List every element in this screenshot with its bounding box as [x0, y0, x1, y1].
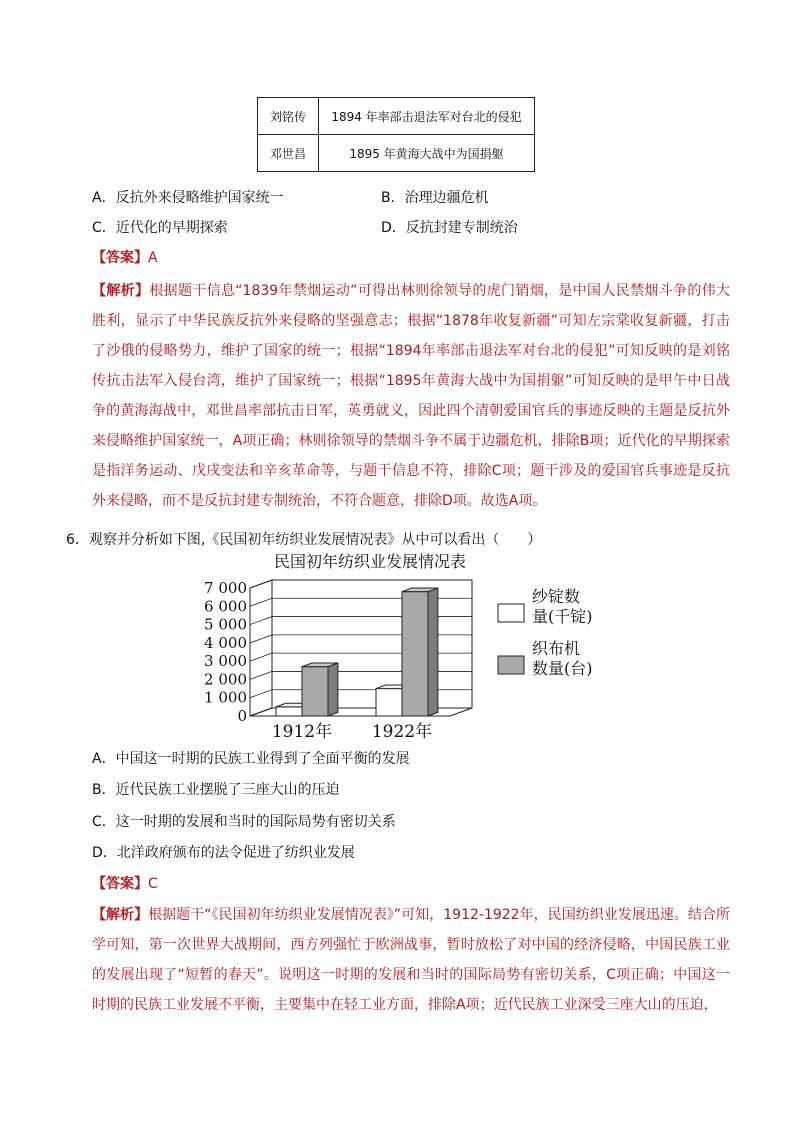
- chart-bar-front: [276, 707, 302, 716]
- chart-legend-swatch: [498, 604, 524, 622]
- q6-option-a: A．中国这一时期的民族工业得到了全面平衡的发展: [92, 751, 410, 767]
- answer-label: 【答案】: [92, 250, 148, 266]
- chart-y-tick-label: 2 000: [204, 670, 247, 689]
- chart-y-tick-label: 6 000: [204, 597, 247, 616]
- table-cell-event: 1895 年黄海大战中为国捐躯: [319, 135, 535, 172]
- chart-x-tick-label: 1922年: [371, 722, 433, 742]
- chart-bar: [402, 588, 438, 716]
- analysis-label: 【解析】: [92, 283, 150, 299]
- chart-y-tick-label: 3 000: [204, 652, 247, 671]
- chart-bar: [302, 663, 338, 716]
- chart-x-tick-label: 1912年: [271, 722, 333, 742]
- chart-legend-label: 数量(台): [532, 659, 593, 678]
- chart-bar-front: [402, 592, 428, 716]
- analysis-text: 根据题干“《民国初年纺织业发展情况表》”可知，1912-1922年，民国纺织业发展迅速。结合所学可知，第一次世界大战期间，西方列强忙于欧洲战事，暂时放松了对中国的经济侵略，中国民族工业的发展出现了“短暂的春天”。说明这一时期的发展和当时的国际局势有密切关系，C项正确；中国这一时期的民族工业发展不平衡，主要集中在轻工业方面，排除A项；近代民族工业深受三座大山的压迫，: [92, 907, 730, 1013]
- chart-gridline: [250, 580, 472, 588]
- chart-title: 民国初年纺织业发展情况表: [273, 552, 467, 571]
- chart-gridline: [250, 671, 472, 679]
- q5-option-c: C．近代化的早期探索: [92, 220, 228, 236]
- q6-analysis: [92, 900, 730, 1020]
- chart-frame: [250, 580, 472, 716]
- chart-bar-side: [328, 663, 338, 716]
- q5-answer: [92, 247, 158, 267]
- chart-legend: [498, 587, 593, 678]
- chart-y-tick-label: 0: [237, 707, 247, 725]
- chart-gridlines: [250, 580, 472, 698]
- q5-option-d: D．反抗封建专制统治: [381, 220, 518, 236]
- q5-analysis: [92, 276, 730, 516]
- table-cell-name: 刘铭传: [258, 98, 319, 135]
- table-row: [258, 98, 535, 135]
- table-cell-name: 邓世昌: [258, 135, 319, 172]
- q6-stem: 6．观察并分析如下图,《民国初年纺织业发展情况表》从中可以看出（ ）: [66, 532, 542, 548]
- chart-side-wall: [250, 580, 272, 716]
- chart-gridline: [250, 617, 472, 625]
- table-cell-event: 1894 年率部击退法军对台北的侵犯: [319, 98, 535, 135]
- chart-gridline: [250, 635, 472, 643]
- chart-x-labels: [272, 721, 432, 742]
- q5-option-b: B．治理边疆危机: [381, 190, 489, 206]
- q5-option-a: A．反抗外来侵略维护国家统一: [92, 190, 284, 206]
- table-row: [258, 135, 535, 172]
- answer-value: C: [148, 876, 158, 892]
- figures-table: [257, 97, 535, 172]
- chart-y-tick-label: 5 000: [204, 615, 247, 634]
- q6-option-d: D．北洋政府颁布的法令促进了纺织业发展: [92, 845, 355, 861]
- answer-value: A: [148, 250, 158, 266]
- chart-bars: [276, 588, 438, 716]
- analysis-text: 根据题干信息“1839年禁烟运动”可得出林则徐领导的虎门销烟，是中国人民禁烟斗争的伟大胜利，显示了中华民族反抗外来侵略的坚强意志；根据“1878年收复新疆”可知左宗棠收复新疆，打击了沙俄的侵略势力，维护了国家的统一；根据“1894年率部击退法军对台北的侵犯”可知反映的是刘铭传抗击法军入侵台湾，维护了国家统一；根据“1895年黄海大战中为国捐躯”可知反映的是甲午中日战争的黄海海战中，邓世昌率部抗击日军，英勇就义，因此四个清朝爱国官兵的事迹反映的主题是反抗外来侵略维护国家统一，A项正确；林则徐领导的禁烟斗争不属于边疆危机，排除B项；近代化的早期探索是指洋务运动、戊戌变法和辛亥革命等，与题干信息不符，排除C项；题干涉及的爱国官兵事迹是反抗外来侵略，而不是反抗封建专制统治，不符合题意，排除D项。故选A项。: [92, 283, 731, 509]
- analysis-label: 【解析】: [92, 907, 149, 923]
- chart-bar-front: [302, 667, 328, 716]
- chart-legend-swatch: [498, 656, 524, 674]
- chart-gridline: [250, 598, 472, 606]
- chart-legend-label: 纱锭数: [532, 587, 581, 606]
- chart-legend-label: 织布机: [532, 639, 581, 658]
- q6-option-c: C．这一时期的发展和当时的国际局势有密切关系: [92, 814, 396, 830]
- chart-bar-front: [376, 689, 402, 716]
- q6-option-b: B．近代民族工业摆脱了三座大山的压迫: [92, 782, 340, 798]
- answer-label: 【答案】: [92, 876, 148, 892]
- chart-gridline: [250, 690, 472, 698]
- chart-legend-label: 量(千锭): [532, 607, 593, 626]
- chart-y-tick-label: 1 000: [204, 688, 247, 707]
- chart-y-tick-label: 7 000: [204, 579, 247, 597]
- chart-y-tick-label: 4 000: [204, 633, 247, 652]
- chart-bar-side: [428, 588, 438, 716]
- chart-gridline: [250, 653, 472, 661]
- q6-answer: [92, 873, 158, 893]
- textile-chart: [204, 548, 640, 748]
- chart-y-ticks: [204, 579, 247, 725]
